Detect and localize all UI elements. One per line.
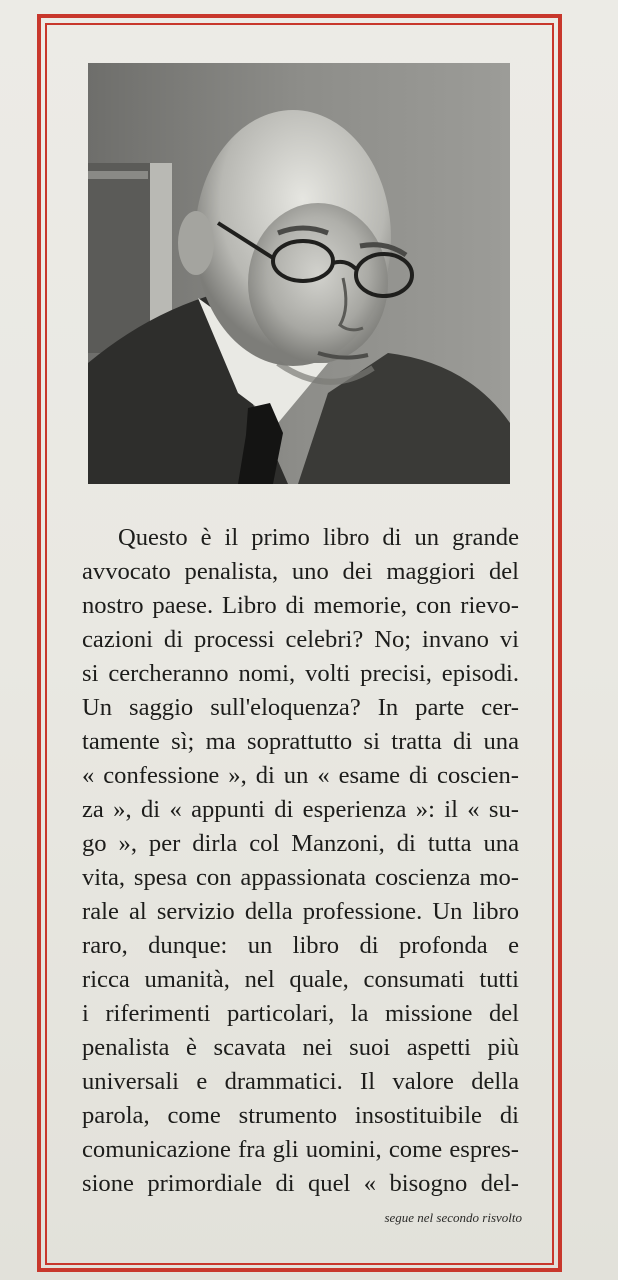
text-line: Un saggio sull'eloquenza? In parte cer- (82, 694, 519, 721)
text-line: Questo è il primo libro di un grande (118, 524, 519, 551)
author-portrait-photo (88, 63, 510, 484)
text-line: i riferimenti particolari, la missione del (82, 1000, 519, 1027)
text-line: za », di « appunti di esperienza »: il « su- (82, 796, 519, 823)
portrait-illustration (88, 63, 510, 484)
text-line: si cercheranno nomi, volti precisi, episodi. (82, 660, 519, 687)
text-line: vita, spesa con appassionata coscienza mo- (82, 864, 519, 891)
text-line: raro, dunque: un libro di profonda e (82, 932, 519, 959)
text-line: go », per dirla col Manzoni, di tutta una (82, 830, 519, 857)
continuation-note: segue nel secondo risvolto (384, 1210, 522, 1225)
text-line: nostro paese. Libro di memorie, con rievo- (82, 592, 519, 619)
text-line: avvocato penalista, uno dei maggiori del (82, 558, 519, 585)
text-line: parola, come strumento insostituibile di (82, 1102, 519, 1129)
text-line: cazioni di processi celebri? No; invano vi (82, 626, 519, 653)
text-line: sione primordiale di quel « bisogno del- (82, 1170, 519, 1197)
text-line: tamente sì; ma soprattutto si tratta di una (82, 728, 519, 755)
text-line: comunicazione fra gli uomini, come espres- (82, 1136, 519, 1163)
text-line: rale al servizio della professione. Un libro (82, 898, 519, 925)
text-line: « confessione », di un « esame di coscien- (82, 762, 519, 789)
text-line: penalista è scavata nei suoi aspetti più (82, 1034, 519, 1061)
flap-body-text (82, 521, 519, 1201)
text-line: universali e drammatici. Il valore della (82, 1068, 519, 1095)
text-line: ricca umanità, nel quale, consumati tutti (82, 966, 519, 993)
